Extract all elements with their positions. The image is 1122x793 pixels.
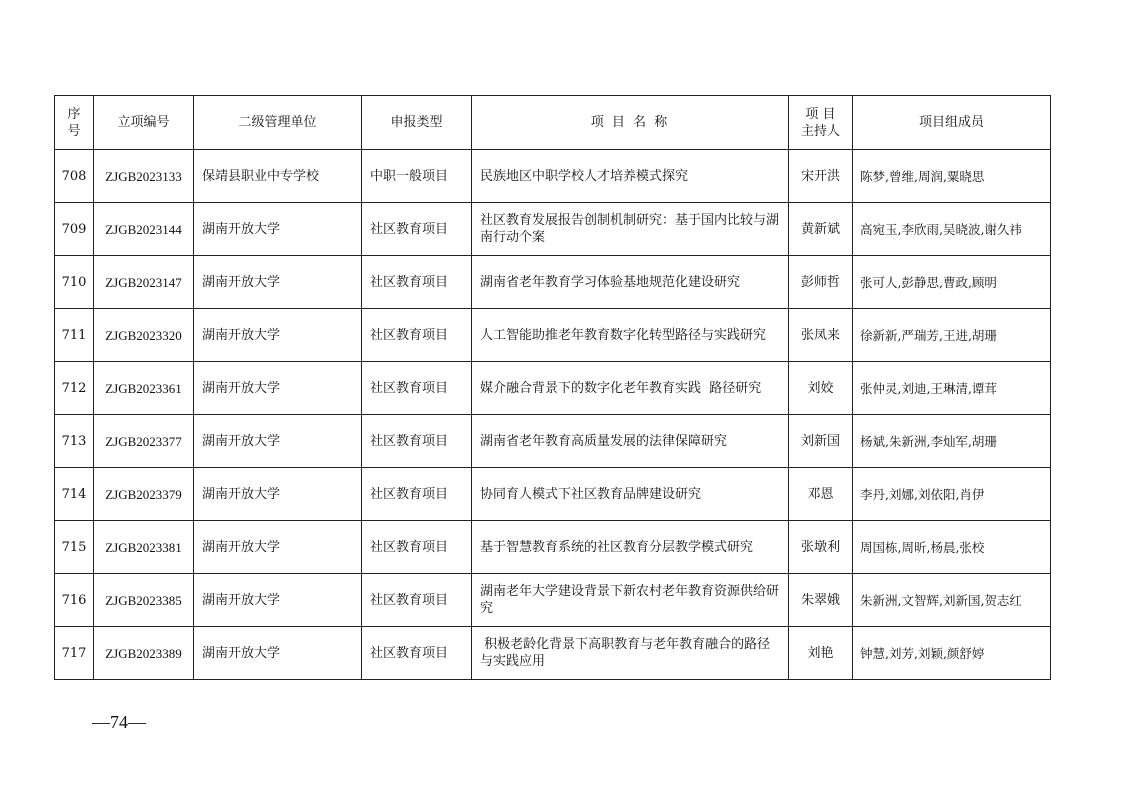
cell-host: 张墩利	[789, 521, 853, 574]
table-row	[55, 362, 1051, 415]
cell-name: 协同育人模式下社区教育品牌建设研究	[472, 468, 789, 521]
cell-type: 社区教育项目	[362, 362, 472, 415]
cell-name: 湖南省老年教育高质量发展的法律保障研究	[472, 415, 789, 468]
cell-unit: 湖南开放大学	[194, 362, 362, 415]
cell-code: ZJGB2023320	[94, 309, 194, 362]
cell-host: 刘姣	[789, 362, 853, 415]
table-body	[55, 150, 1051, 680]
cell-no: 709	[55, 203, 94, 256]
cell-no: 713	[55, 415, 94, 468]
header-name: 项 目 名 称	[472, 96, 789, 150]
cell-members: 徐新新,严瑞芳,王进,胡珊	[853, 309, 1051, 362]
header-unit: 二级管理单位	[194, 96, 362, 150]
cell-name: 湖南老年大学建设背景下新农村老年教育资源供给研究	[472, 574, 789, 627]
cell-unit: 湖南开放大学	[194, 627, 362, 680]
header-no: 序 号	[55, 96, 94, 150]
cell-host: 黄新斌	[789, 203, 853, 256]
cell-host: 张凤来	[789, 309, 853, 362]
cell-no: 712	[55, 362, 94, 415]
header-members: 项目组成员	[853, 96, 1051, 150]
cell-code: ZJGB2023377	[94, 415, 194, 468]
cell-members: 高宛玉,李欣雨,吴晓波,谢久祎	[853, 203, 1051, 256]
cell-code: ZJGB2023147	[94, 256, 194, 309]
table-header	[55, 96, 1051, 150]
cell-no: 711	[55, 309, 94, 362]
cell-type: 社区教育项目	[362, 415, 472, 468]
header-row	[55, 96, 1051, 150]
cell-code: ZJGB2023361	[94, 362, 194, 415]
cell-name: 民族地区中职学校人才培养模式探究	[472, 150, 789, 203]
page-number: —74—	[92, 712, 146, 732]
cell-members: 张可人,彭静思,曹政,顾明	[853, 256, 1051, 309]
cell-unit: 湖南开放大学	[194, 309, 362, 362]
table-row	[55, 150, 1051, 203]
cell-type: 社区教育项目	[362, 309, 472, 362]
cell-unit: 保靖县职业中专学校	[194, 150, 362, 203]
cell-no: 717	[55, 627, 94, 680]
cell-host: 彭师哲	[789, 256, 853, 309]
header-host: 项 目 主持人	[789, 96, 853, 150]
cell-host: 刘新国	[789, 415, 853, 468]
cell-members: 杨斌,朱新洲,李灿军,胡珊	[853, 415, 1051, 468]
table-row	[55, 627, 1051, 680]
cell-code: ZJGB2023381	[94, 521, 194, 574]
cell-members: 钟慧,刘芳,刘颖,颜舒婷	[853, 627, 1051, 680]
cell-type: 社区教育项目	[362, 256, 472, 309]
cell-name: 湖南省老年教育学习体验基地规范化建设研究	[472, 256, 789, 309]
cell-members: 陈梦,曾维,周润,粟晓思	[853, 150, 1051, 203]
table-row	[55, 574, 1051, 627]
table-row	[55, 415, 1051, 468]
cell-host: 邓恩	[789, 468, 853, 521]
cell-host: 宋开洪	[789, 150, 853, 203]
cell-members: 张仲灵,刘迪,王琳清,谭茸	[853, 362, 1051, 415]
cell-code: ZJGB2023144	[94, 203, 194, 256]
cell-unit: 湖南开放大学	[194, 256, 362, 309]
cell-host: 刘艳	[789, 627, 853, 680]
table-row	[55, 468, 1051, 521]
cell-code: ZJGB2023389	[94, 627, 194, 680]
cell-type: 社区教育项目	[362, 521, 472, 574]
cell-name: 媒介融合背景下的数字化老年教育实践 路径研究	[472, 362, 789, 415]
cell-code: ZJGB2023379	[94, 468, 194, 521]
project-table	[54, 95, 1051, 680]
table-row	[55, 521, 1051, 574]
cell-members: 周国栋,周昕,杨晨,张校	[853, 521, 1051, 574]
cell-unit: 湖南开放大学	[194, 574, 362, 627]
cell-host: 朱翠娥	[789, 574, 853, 627]
cell-name: 社区教育发展报告创制机制研究：基于国内比较与湖南行动个案	[472, 203, 789, 256]
cell-type: 社区教育项目	[362, 627, 472, 680]
cell-unit: 湖南开放大学	[194, 468, 362, 521]
cell-unit: 湖南开放大学	[194, 203, 362, 256]
header-code: 立项编号	[94, 96, 194, 150]
table-row	[55, 203, 1051, 256]
cell-members: 朱新洲,文智辉,刘新国,贺志红	[853, 574, 1051, 627]
cell-no: 715	[55, 521, 94, 574]
cell-name: 积极老龄化背景下高职教育与老年教育融合的路径与实践应用	[472, 627, 789, 680]
cell-type: 社区教育项目	[362, 574, 472, 627]
cell-unit: 湖南开放大学	[194, 521, 362, 574]
cell-name: 基于智慧教育系统的社区教育分层教学模式研究	[472, 521, 789, 574]
cell-code: ZJGB2023385	[94, 574, 194, 627]
cell-type: 中职一般项目	[362, 150, 472, 203]
cell-no: 710	[55, 256, 94, 309]
table-row	[55, 309, 1051, 362]
cell-unit: 湖南开放大学	[194, 415, 362, 468]
cell-members: 李丹,刘娜,刘依阳,肖伊	[853, 468, 1051, 521]
cell-no: 716	[55, 574, 94, 627]
header-type: 申报类型	[362, 96, 472, 150]
cell-code: ZJGB2023133	[94, 150, 194, 203]
cell-type: 社区教育项目	[362, 203, 472, 256]
table-row	[55, 256, 1051, 309]
cell-type: 社区教育项目	[362, 468, 472, 521]
cell-no: 714	[55, 468, 94, 521]
cell-no: 708	[55, 150, 94, 203]
cell-name: 人工智能助推老年教育数字化转型路径与实践研究	[472, 309, 789, 362]
